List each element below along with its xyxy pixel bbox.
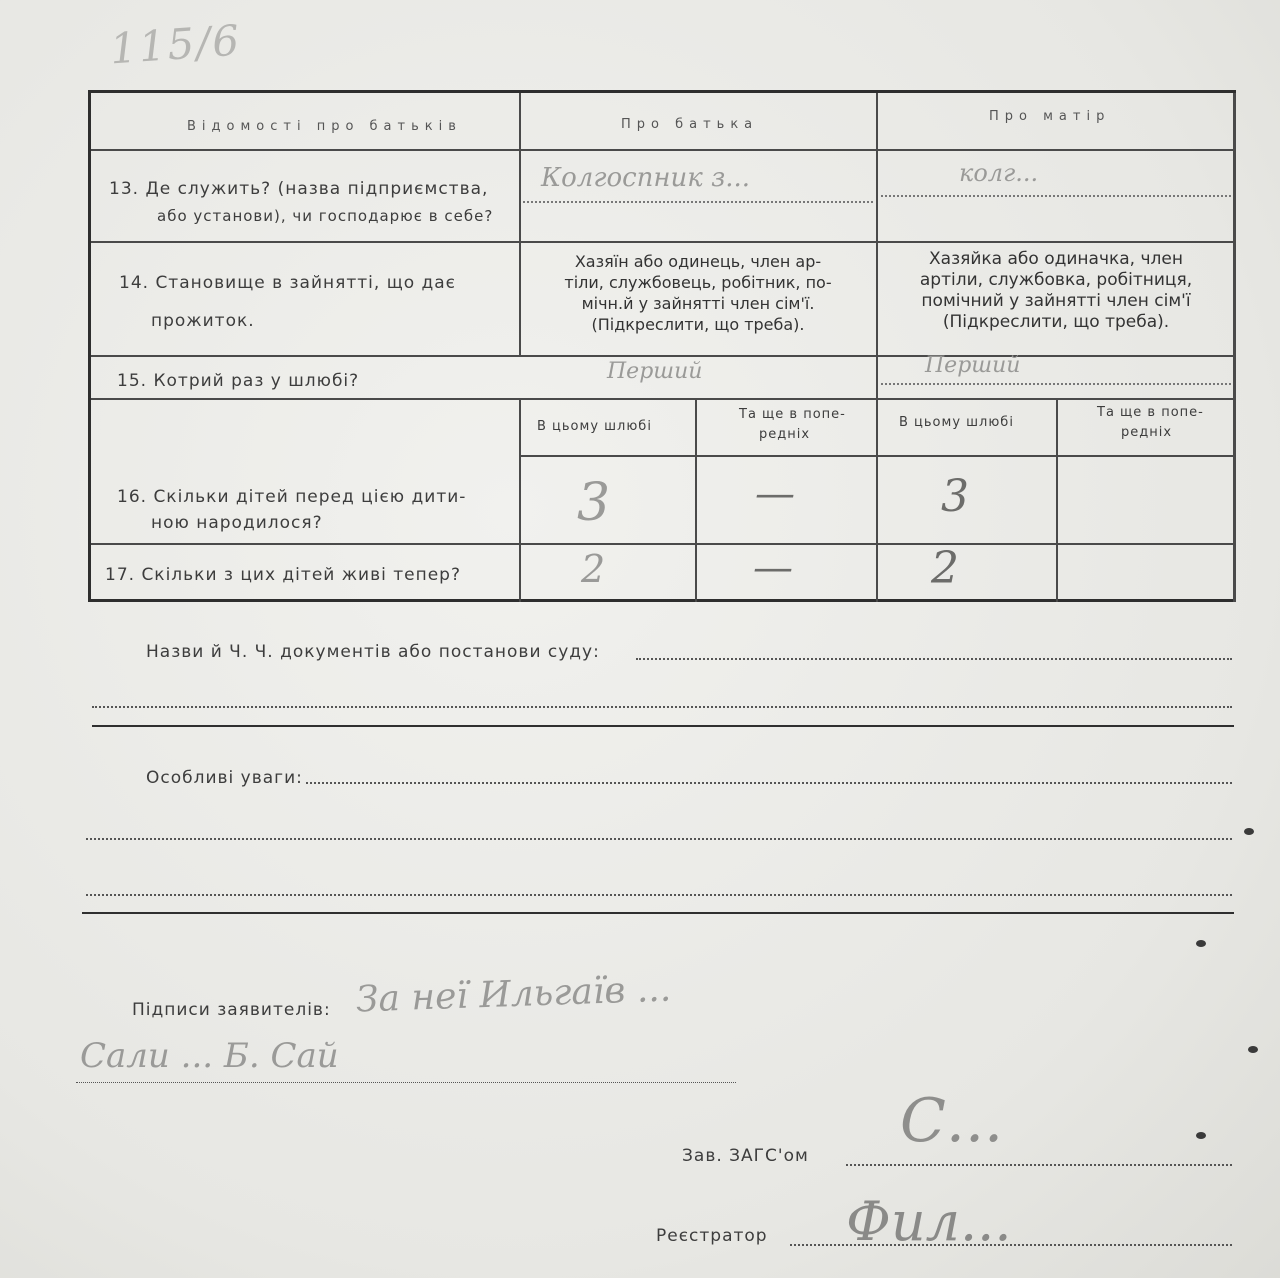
row16-father-this-count: 3 — [577, 473, 611, 533]
subhead-mother-previous-line2: редніх — [1121, 425, 1173, 440]
row15-father-handwriting: Перший — [607, 359, 703, 384]
row13-label-line1: 13. Де служить? (назва підприємства, — [109, 179, 489, 199]
row15-bottom-line — [91, 398, 1236, 400]
signatures-handwriting-line2: Сали ... Б. Сай — [80, 1036, 339, 1076]
father-option-line: (Підкреслити, що треба). — [591, 315, 805, 334]
row16-label-line2: ною народилося? — [151, 513, 323, 533]
subhead-mother-previous-line1: Та ще в попе- — [1097, 405, 1204, 420]
row17-mother-this-count: 2 — [931, 543, 959, 594]
pencil-page-number: 115/6 — [108, 15, 243, 74]
row13-bottom-line — [91, 241, 1236, 243]
row13-mother-handwriting: колг... — [959, 159, 1039, 187]
binding-hole — [1196, 940, 1206, 947]
row13-father-handwriting: Колгоспник з... — [541, 163, 751, 193]
row14-label-line2: прожиток. — [151, 311, 255, 331]
father-option-line: Хазяїн або одинець, член ар- — [574, 252, 822, 271]
remarks-separator — [82, 912, 1234, 914]
zags-signature: С... — [900, 1086, 1004, 1156]
row17-father-this-count: 2 — [581, 547, 606, 591]
row16-father-prev-count: — — [755, 471, 795, 517]
mother-option-line: (Підкреслити, що треба). — [942, 312, 1170, 332]
zags-head-label: Зав. ЗАГС'ом — [682, 1146, 809, 1166]
header-father: Про батька — [621, 117, 759, 132]
row13-label-line2: або установи), чи господарює в себе? — [157, 207, 494, 225]
father-option-line: мічн.й у зайнятті член сім'ї. — [581, 294, 815, 313]
mother-option-line: артіли, службовка, робітниця, — [919, 270, 1193, 290]
row14-bottom-line — [91, 355, 1236, 357]
row16-label-line1: 16. Скільки дітей перед цією дити- — [117, 487, 467, 507]
subhead-mother-this-marriage: В цьому шлюбі — [899, 415, 1014, 430]
father-option-line: тіли, службовець, робітник, по- — [564, 273, 832, 292]
mother-option-line: помічний у зайнятті член сім'ї — [921, 291, 1191, 311]
col-divider-1 — [519, 93, 521, 355]
col-divider-2 — [876, 93, 878, 602]
row14-mother-options — [881, 249, 1231, 333]
documents-label: Назви й Ч. Ч. документів або постанови суду: — [146, 642, 600, 662]
parents-info-table — [88, 90, 1236, 602]
row14-label-line1: 14. Становище в зайнятті, що дає — [119, 273, 457, 293]
row16-bottom-line — [91, 543, 1236, 545]
remarks-dotted-line-3 — [86, 894, 1232, 896]
documents-separator — [92, 725, 1234, 727]
header-mother: Про матір — [989, 109, 1111, 124]
signatures-label: Підписи заявителів: — [132, 1000, 331, 1020]
mother-option-line: Хазяйка або одиначка, член — [929, 249, 1183, 269]
signatures-dotted-line — [76, 1082, 736, 1083]
remarks-dotted-line-1 — [306, 782, 1232, 784]
binding-hole — [1244, 828, 1254, 835]
subhead-father-this-marriage: В цьому шлюбі — [537, 419, 652, 434]
signatures-handwriting-line1: За неї Ильгаїв ... — [355, 968, 672, 1021]
row16-mother-this-count: 3 — [941, 471, 969, 522]
binding-hole — [1248, 1046, 1258, 1053]
row14-father-options — [523, 251, 873, 335]
row15-mother-handwriting: Перший — [925, 353, 1021, 378]
documents-dotted-line-2 — [92, 706, 1232, 708]
binding-hole — [1196, 1132, 1206, 1139]
header-parents-info: Відомості про батьків — [187, 119, 462, 134]
zags-signature-line — [846, 1164, 1232, 1166]
subhead-father-previous-line1: Та ще в попе- — [739, 407, 846, 422]
right-inner-border — [1233, 93, 1236, 602]
col-divider-1b — [519, 398, 521, 602]
registrar-label: Реєстратор — [656, 1226, 768, 1246]
row17-father-prev-count: — — [753, 545, 793, 591]
row13-father-dotted — [523, 201, 873, 203]
row13-mother-dotted — [881, 195, 1231, 197]
subhead-bottom-line — [519, 455, 1236, 457]
row15-mother-dotted — [881, 383, 1231, 385]
remarks-label: Особливі уваги: — [146, 768, 303, 788]
row17-label: 17. Скільки з цих дітей живі тепер? — [105, 565, 461, 585]
header-bottom-line — [91, 149, 1236, 151]
documents-dotted-line-1 — [636, 658, 1232, 660]
remarks-dotted-line-2 — [86, 838, 1232, 840]
col-divider-sub-father — [695, 398, 697, 602]
subhead-father-previous-line2: редніх — [759, 427, 811, 442]
registrar-signature: Фил... — [846, 1190, 1012, 1253]
row15-label: 15. Котрий раз у шлюбі? — [117, 371, 360, 391]
col-divider-sub-mother — [1056, 398, 1058, 602]
